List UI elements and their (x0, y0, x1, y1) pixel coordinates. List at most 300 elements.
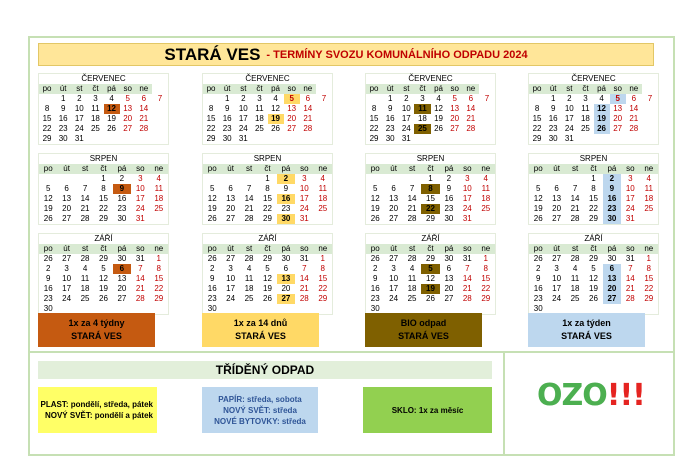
day-cell: 21 (625, 284, 635, 293)
day-cell: 23 (370, 294, 380, 303)
day-cell: 11 (80, 274, 90, 283)
day-cell: 12 (99, 274, 108, 283)
day-cell: 12 (533, 194, 543, 203)
weekday-label: út (55, 84, 71, 94)
sorted-waste-title: TŘÍDĚNÝ ODPAD (38, 361, 492, 379)
day-cell: 20 (117, 284, 127, 293)
weekday-label: út (384, 164, 402, 174)
day-cell: 15 (532, 114, 542, 123)
day-cell: 26 (434, 124, 444, 133)
day-cell: 22 (644, 284, 654, 293)
day-cell: 14 (139, 104, 149, 113)
day-cell: 29 (589, 214, 598, 223)
day-cell: 10 (564, 104, 574, 113)
calendar-column (365, 73, 496, 316)
day-cell: 3 (228, 264, 233, 273)
day-cell: 21 (303, 114, 313, 123)
day-cell: 23 (548, 124, 558, 133)
day-cell: 25 (570, 294, 580, 303)
day-cell: 9 (387, 104, 393, 113)
weekday-label: po (366, 164, 384, 174)
day-cell: 1 (591, 174, 596, 183)
day-cell (610, 134, 626, 144)
weekday-label: čt (584, 244, 602, 254)
day-cell: 4 (436, 94, 441, 103)
day-cell: 26 (589, 294, 598, 303)
weekday-label: po (203, 84, 219, 94)
day-cell: 28 (139, 124, 149, 133)
day-cell: 11 (318, 184, 327, 193)
day-cell: 12 (370, 194, 380, 203)
weekday-label: so (621, 244, 639, 254)
day-cell: 28 (629, 124, 639, 133)
collection-day: 16 (277, 194, 295, 204)
day-cell: 16 (385, 114, 395, 123)
legend-line: 1x za týden (562, 318, 611, 328)
day-cell (447, 134, 463, 144)
day-cell: 20 (450, 114, 460, 123)
day-cell: 1 (550, 94, 556, 103)
legend-line: STARÁ VES (235, 331, 286, 341)
day-cell: 30 (370, 304, 380, 313)
day-cell (566, 174, 584, 184)
day-cell: 21 (570, 204, 580, 213)
day-cell: 16 (370, 284, 380, 293)
day-cell: 26 (207, 214, 217, 223)
day-cell: 1 (483, 254, 488, 263)
day-cell: 29 (481, 294, 491, 303)
day-cell: 26 (533, 214, 543, 223)
day-cell: 17 (238, 114, 248, 123)
day-cell: 8 (371, 104, 377, 113)
day-cell: 15 (318, 274, 328, 283)
weekday-label: čt (258, 244, 276, 254)
day-cell: 3 (554, 264, 559, 273)
day-cell: 29 (263, 254, 272, 263)
day-cell: 27 (123, 124, 133, 133)
weekday-label: so (610, 84, 626, 94)
day-cell: 16 (207, 284, 217, 293)
day-cell: 17 (299, 194, 309, 203)
day-cell: 6 (554, 184, 559, 193)
day-cell: 23 (58, 124, 68, 133)
day-cell: 12 (263, 274, 272, 283)
month-name: SRPEN (89, 154, 118, 163)
day-cell: 5 (45, 184, 51, 193)
day-cell: 13 (287, 104, 297, 113)
day-cell: 8 (646, 264, 651, 273)
day-cell: 17 (74, 114, 84, 123)
day-cell: 2 (77, 94, 82, 103)
day-cell: 31 (135, 254, 145, 263)
day-cell: 27 (444, 294, 454, 303)
collection-day: 23 (603, 204, 621, 214)
day-cell: 20 (389, 204, 399, 213)
day-cell: 28 (407, 254, 417, 263)
papir-box (202, 387, 318, 433)
day-cell: 14 (466, 104, 476, 113)
day-cell: 29 (589, 254, 598, 263)
day-cell (366, 174, 384, 184)
collection-day: 16 (603, 194, 621, 204)
day-cell (203, 94, 219, 104)
day-cell: 14 (244, 194, 254, 203)
day-cell: 8 (208, 104, 214, 113)
day-cell: 13 (450, 104, 460, 113)
plast-line: NOVÝ SVĚT: pondělí a pátek (44, 411, 153, 420)
day-cell: 1 (156, 254, 161, 263)
day-cell: 13 (444, 274, 454, 283)
day-cell: 23 (222, 124, 232, 133)
day-cell: 11 (407, 274, 417, 283)
day-cell: 30 (444, 254, 454, 263)
month-calendar (365, 233, 496, 315)
day-cell: 23 (43, 294, 53, 303)
day-cell: 4 (156, 174, 161, 183)
day-cell: 14 (570, 194, 580, 203)
day-cell: 13 (117, 274, 127, 283)
day-cell (431, 134, 447, 144)
day-cell: 4 (109, 94, 114, 103)
day-cell: 14 (629, 104, 639, 113)
month-name: ZÁŘÍ (421, 234, 440, 243)
day-cell: 7 (465, 264, 470, 273)
month-calendar (38, 153, 169, 225)
day-cell (240, 174, 258, 184)
day-cell: 29 (369, 134, 379, 143)
day-cell: 29 (263, 214, 272, 223)
weekday-label: pá (104, 84, 120, 94)
weekday-label: so (284, 84, 300, 94)
day-cell: 12 (207, 194, 217, 203)
legend-c4 (38, 313, 155, 347)
day-cell: 27 (613, 124, 623, 133)
day-cell: 6 (64, 184, 69, 193)
day-cell: 28 (135, 294, 145, 303)
weekday-label: pá (113, 244, 131, 254)
day-cell: 3 (583, 94, 588, 103)
month-calendar (202, 73, 333, 145)
day-cell: 28 (299, 294, 309, 303)
day-cell: 5 (101, 264, 106, 273)
weekday-label: st (76, 244, 94, 254)
papir-line: NOVÉ BYTOVKY: středa (214, 416, 306, 426)
day-cell: 30 (607, 254, 617, 263)
day-cell (626, 134, 642, 144)
day-cell: 27 (450, 124, 460, 133)
collection-day: 6 (113, 264, 131, 274)
day-cell: 9 (550, 104, 556, 113)
day-cell: 3 (138, 174, 143, 183)
weekday-label: st (561, 84, 577, 94)
collection-day: 19 (594, 114, 610, 124)
day-cell: 6 (446, 264, 452, 273)
day-cell: 4 (320, 174, 325, 183)
day-cell: 28 (625, 294, 635, 303)
day-cell: 3 (628, 174, 633, 183)
weekday-label: st (398, 84, 414, 94)
collection-day: 5 (284, 94, 300, 104)
day-cell: 20 (613, 114, 623, 123)
divider (28, 351, 675, 353)
day-cell: 14 (407, 194, 417, 203)
day-cell: 26 (43, 254, 53, 263)
day-cell: 5 (591, 264, 596, 273)
weekday-label: ne (477, 244, 495, 254)
day-cell: 10 (625, 184, 635, 193)
weekday-label: út (545, 84, 561, 94)
day-cell: 28 (244, 214, 254, 223)
day-cell (384, 174, 402, 184)
day-cell: 30 (444, 214, 454, 223)
day-cell: 24 (299, 204, 309, 213)
weekday-label: čt (258, 164, 276, 174)
logo-marks: !!! (606, 378, 645, 413)
weekday-label: pá (277, 164, 295, 174)
day-cell: 13 (552, 194, 562, 203)
papir-line: PAPÍR: středa, sobota (218, 394, 302, 404)
day-cell: 11 (570, 274, 580, 283)
weekday-label: po (39, 164, 57, 174)
legend-c14 (202, 313, 319, 347)
day-cell: 18 (318, 194, 328, 203)
collection-day: 13 (277, 274, 295, 284)
weekday-label: po (529, 84, 545, 94)
month-name: SRPEN (579, 154, 608, 163)
day-cell: 29 (99, 214, 108, 223)
day-cell: 28 (303, 124, 313, 133)
plast-box (38, 387, 157, 433)
day-cell: 31 (401, 134, 411, 143)
day-cell: 20 (281, 284, 291, 293)
day-cell: 5 (372, 184, 378, 193)
day-cell: 17 (62, 284, 72, 293)
collection-day: 19 (268, 114, 284, 124)
day-cell: 18 (90, 114, 100, 123)
day-cell: 26 (271, 124, 281, 133)
day-cell: 31 (238, 134, 248, 143)
legend-line: STARÁ VES (398, 331, 449, 341)
collection-day: 12 (594, 104, 610, 114)
day-cell: 3 (391, 264, 396, 273)
day-cell: 1 (387, 94, 393, 103)
day-cell: 10 (462, 184, 472, 193)
weekday-label: čt (414, 84, 430, 94)
day-cell: 13 (226, 194, 236, 203)
day-cell: 31 (564, 134, 574, 143)
day-cell: 2 (241, 94, 246, 103)
weekday-label: ne (150, 164, 168, 174)
day-cell: 22 (154, 284, 164, 293)
day-cell: 28 (462, 294, 472, 303)
weekday-label: út (221, 164, 239, 174)
day-cell: 31 (135, 214, 145, 223)
day-cell: 17 (564, 114, 574, 123)
day-cell: 4 (246, 264, 252, 273)
day-cell: 30 (222, 134, 232, 143)
weekday-label: pá (440, 244, 458, 254)
day-cell: 7 (409, 184, 415, 193)
weekday-label: ne (150, 244, 168, 254)
day-cell: 15 (154, 274, 164, 283)
day-cell: 29 (426, 254, 435, 263)
day-cell: 24 (625, 204, 635, 213)
day-cell: 22 (99, 204, 108, 213)
title-main: STARÁ VES (164, 44, 261, 64)
day-cell: 26 (370, 214, 380, 223)
day-cell: 22 (481, 284, 491, 293)
weekday-label: ne (314, 164, 332, 174)
day-cell: 1 (428, 174, 433, 183)
day-cell: 18 (407, 284, 417, 293)
day-cell: 13 (389, 194, 399, 203)
month-name: ČERVENEC (408, 74, 453, 83)
weekday-label: čt (87, 84, 103, 94)
day-cell: 26 (107, 124, 117, 133)
month-name: ZÁŘÍ (584, 234, 603, 243)
day-cell: 14 (625, 274, 635, 283)
day-cell: 1 (265, 174, 270, 183)
weekday-label: so (131, 244, 149, 254)
collection-day: 6 (603, 264, 621, 274)
day-cell (136, 134, 152, 144)
weekday-label: út (547, 164, 565, 174)
day-cell: 19 (533, 204, 543, 213)
weekday-label: so (120, 84, 136, 94)
day-cell: 1 (646, 254, 651, 263)
day-cell: 25 (644, 204, 654, 213)
day-cell: 20 (552, 204, 562, 213)
day-cell: 8 (320, 264, 325, 273)
day-cell (547, 174, 565, 184)
day-cell: 27 (389, 214, 399, 223)
day-cell: 25 (318, 204, 328, 213)
day-cell: 21 (466, 114, 476, 123)
day-cell: 1 (320, 254, 325, 263)
day-cell: 6 (141, 94, 147, 103)
day-cell: 24 (552, 294, 562, 303)
day-cell: 25 (254, 124, 264, 133)
day-cell (284, 134, 300, 144)
collection-day: 11 (414, 104, 430, 114)
day-cell: 19 (207, 204, 217, 213)
month-calendar (365, 73, 496, 145)
day-cell: 20 (287, 114, 297, 123)
weekday-label: čt (577, 84, 593, 94)
day-cell: 31 (74, 134, 84, 143)
day-cell: 4 (82, 264, 88, 273)
day-cell: 10 (238, 104, 248, 113)
weekday-label: so (295, 164, 313, 174)
day-cell: 26 (43, 214, 53, 223)
day-cell: 27 (389, 254, 399, 263)
day-cell: 16 (444, 194, 454, 203)
day-cell: 28 (570, 254, 580, 263)
day-cell: 10 (62, 274, 72, 283)
collection-day: 9 (603, 184, 621, 194)
day-cell: 27 (226, 254, 236, 263)
day-cell: 8 (101, 184, 106, 193)
day-cell: 2 (209, 264, 215, 273)
day-cell: 21 (139, 114, 149, 123)
day-cell: 30 (281, 254, 291, 263)
day-cell: 18 (254, 114, 264, 123)
day-cell: 14 (462, 274, 472, 283)
day-cell: 27 (117, 294, 127, 303)
weekday-label: čt (94, 164, 112, 174)
month-calendar (202, 153, 333, 225)
day-cell: 7 (157, 94, 163, 103)
day-cell: 19 (107, 114, 117, 123)
day-cell: 26 (370, 254, 380, 263)
day-cell: 31 (625, 214, 635, 223)
day-cell: 5 (535, 184, 541, 193)
day-cell: 28 (466, 124, 476, 133)
day-cell: 9 (224, 104, 230, 113)
weekday-label: st (403, 164, 421, 174)
day-cell: 30 (117, 214, 127, 223)
weekday-label: ne (626, 84, 642, 94)
plast-line: PLAST: pondělí, středa, pátek (40, 400, 153, 409)
day-cell: 19 (589, 284, 598, 293)
weekday-label: čt (421, 164, 439, 174)
day-cell: 11 (581, 104, 590, 113)
weekday-label: pá (440, 164, 458, 174)
weekday-label: po (203, 244, 221, 254)
day-cell: 13 (123, 104, 133, 113)
day-cell: 6 (468, 94, 474, 103)
day-cell: 17 (389, 284, 399, 293)
weekday-label: pá (594, 84, 610, 94)
day-cell: 18 (570, 284, 580, 293)
weekday-label: čt (421, 244, 439, 254)
day-cell (150, 214, 168, 224)
day-cell: 16 (533, 284, 543, 293)
month-calendar (528, 233, 659, 315)
day-cell: 10 (135, 184, 145, 193)
day-cell: 21 (244, 204, 254, 213)
month-calendar (528, 73, 659, 145)
day-cell: 4 (572, 264, 578, 273)
weekday-label: čt (94, 244, 112, 254)
day-cell: 21 (135, 284, 145, 293)
day-cell: 9 (60, 104, 66, 113)
weekday-label: út (221, 244, 239, 254)
day-cell: 11 (644, 184, 653, 193)
day-cell: 29 (532, 134, 542, 143)
day-cell (104, 134, 120, 144)
day-cell: 28 (407, 214, 417, 223)
day-cell: 18 (481, 194, 491, 203)
day-cell (366, 94, 382, 104)
day-cell: 15 (99, 194, 108, 203)
day-cell: 27 (62, 214, 72, 223)
day-cell: 30 (533, 304, 543, 313)
day-cell (577, 134, 593, 144)
day-cell (120, 134, 136, 144)
day-cell: 12 (589, 274, 598, 283)
day-cell: 6 (228, 184, 233, 193)
day-cell: 14 (135, 274, 145, 283)
month-name: ČERVENEC (571, 74, 616, 83)
day-cell: 15 (369, 114, 379, 123)
day-cell: 3 (64, 264, 69, 273)
day-cell: 2 (446, 174, 452, 183)
day-cell: 8 (265, 184, 270, 193)
day-cell: 24 (401, 124, 411, 133)
day-cell: 15 (426, 194, 435, 203)
day-cell: 9 (209, 274, 215, 283)
